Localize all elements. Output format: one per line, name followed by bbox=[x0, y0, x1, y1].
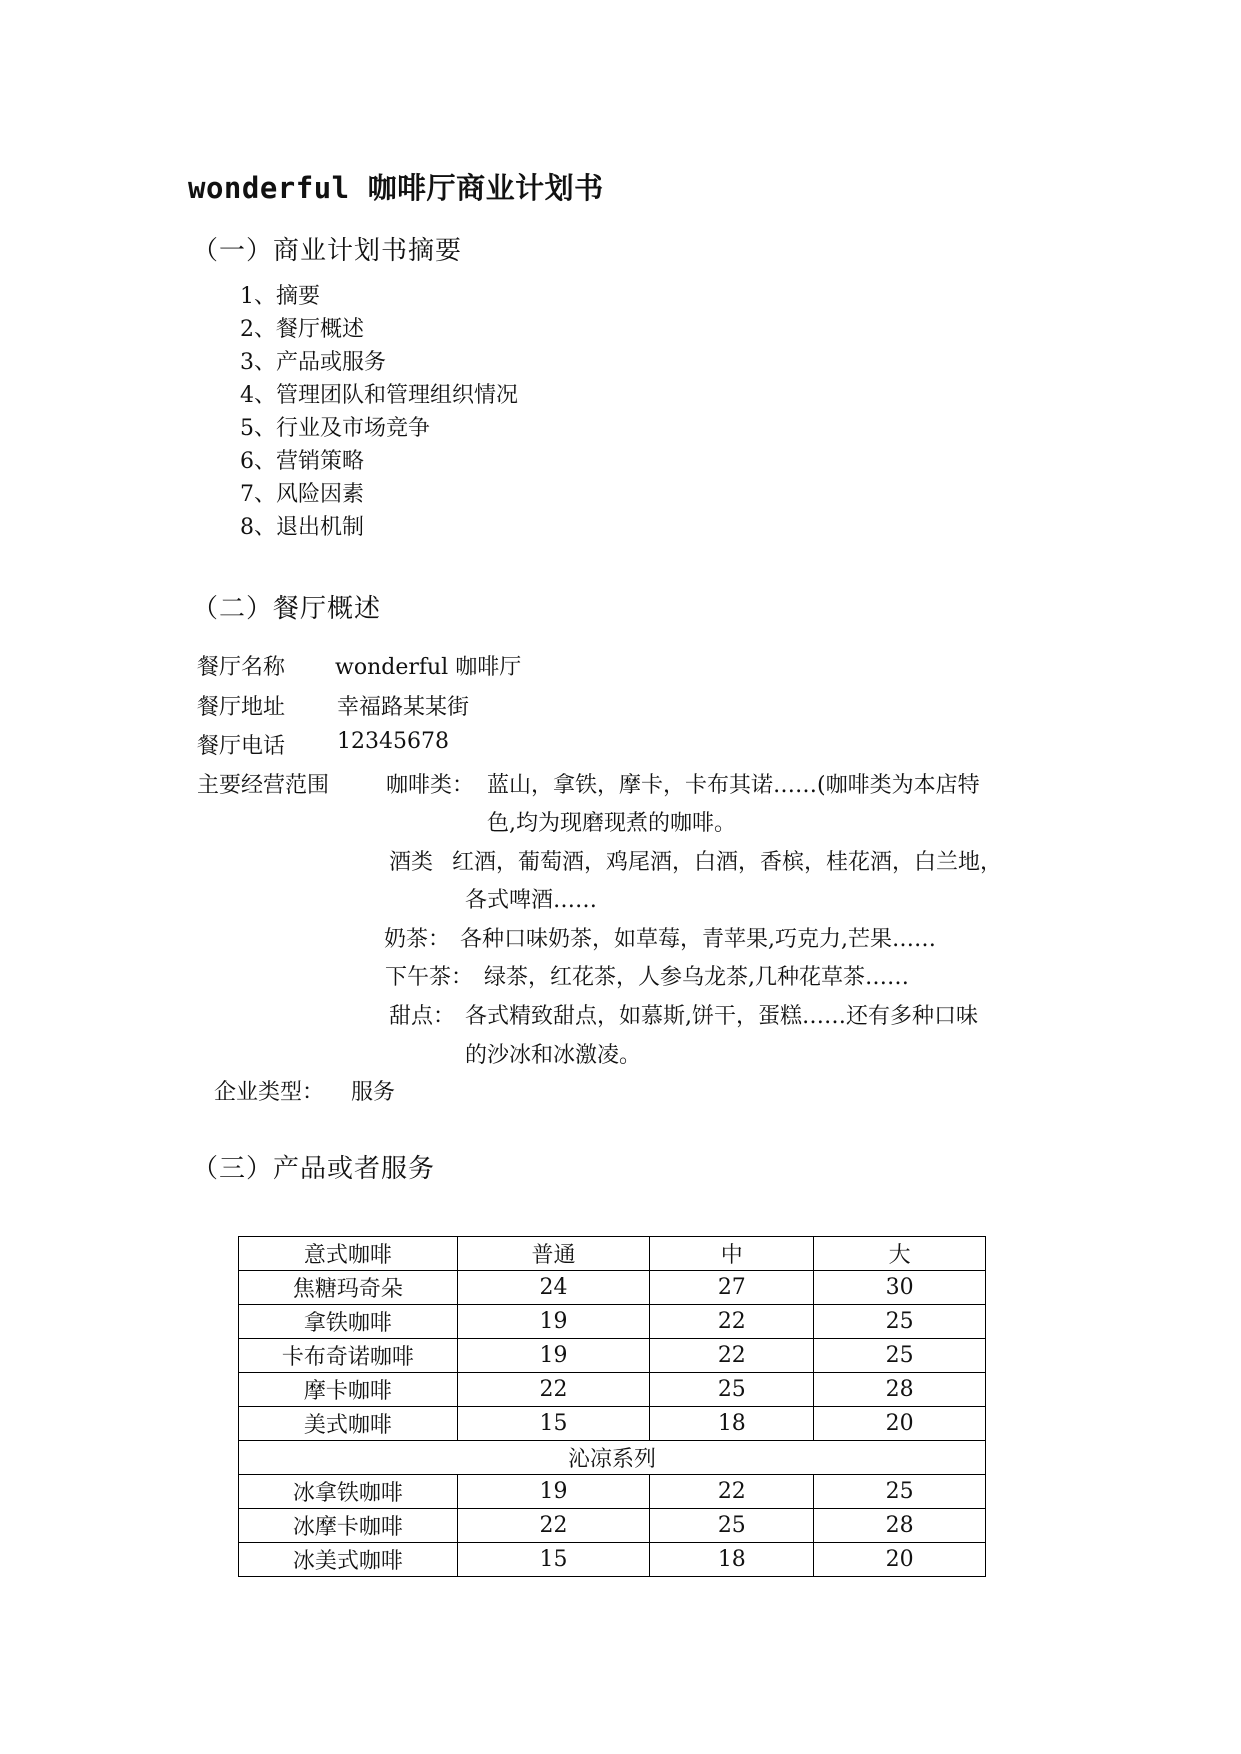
toc-item: 5、行业及市场竞争 bbox=[240, 416, 430, 441]
table-row bbox=[239, 1407, 986, 1441]
restaurant-name-value: wonderful 咖啡厅 bbox=[335, 655, 522, 680]
table-cell: 28 bbox=[814, 1373, 986, 1407]
table-cell: 焦糖玛奇朵 bbox=[239, 1271, 458, 1305]
restaurant-name-label: 餐厅名称 bbox=[197, 655, 286, 680]
restaurant-phone-label: 餐厅电话 bbox=[197, 734, 286, 759]
coffee-items: 蓝山，拿铁，摩卡，卡布其诺……(咖啡类为本店特 bbox=[487, 773, 980, 798]
dessert-items-continued: 的沙冰和冰激凌。 bbox=[465, 1043, 642, 1068]
business-scope-label: 主要经营范围 bbox=[197, 773, 330, 798]
table-row bbox=[239, 1271, 986, 1305]
table-cell: 冰拿铁咖啡 bbox=[239, 1475, 458, 1509]
wine-category-label: 酒类 bbox=[389, 850, 434, 875]
toc-item: 7、风险因素 bbox=[240, 482, 364, 507]
table-cell: 20 bbox=[814, 1407, 986, 1441]
restaurant-address-label: 餐厅地址 bbox=[197, 695, 286, 720]
table-cell: 22 bbox=[650, 1475, 814, 1509]
table-cell: 22 bbox=[457, 1373, 650, 1407]
table-cell: 美式咖啡 bbox=[239, 1407, 458, 1441]
table-cell: 18 bbox=[650, 1407, 814, 1441]
table-row bbox=[239, 1543, 986, 1577]
table-cell: 19 bbox=[457, 1339, 650, 1373]
table-row bbox=[239, 1339, 986, 1373]
table-cell: 22 bbox=[650, 1305, 814, 1339]
wine-items-continued: 各式啤酒…… bbox=[465, 888, 598, 913]
price-table bbox=[238, 1236, 986, 1577]
table-cell: 30 bbox=[814, 1271, 986, 1305]
toc-item: 4、管理团队和管理组织情况 bbox=[240, 383, 518, 408]
table-cell: 15 bbox=[457, 1543, 650, 1577]
table-cell: 22 bbox=[457, 1509, 650, 1543]
milktea-items: 各种口味奶茶，如草莓，青苹果,巧克力,芒果…… bbox=[460, 927, 936, 952]
restaurant-phone-value: 12345678 bbox=[337, 729, 449, 754]
table-header-row bbox=[239, 1237, 986, 1271]
table-cell: 25 bbox=[650, 1509, 814, 1543]
restaurant-address-value: 幸福路某某街 bbox=[337, 695, 470, 720]
table-cell: 15 bbox=[457, 1407, 650, 1441]
table-header-cell: 普通 bbox=[457, 1237, 650, 1271]
table-cell: 19 bbox=[457, 1305, 650, 1339]
table-row bbox=[239, 1373, 986, 1407]
afternoon-tea-category-label: 下午茶： bbox=[385, 965, 474, 990]
wine-items: 红酒，葡萄酒，鸡尾酒，白酒，香槟，桂花酒，白兰地， bbox=[452, 850, 1003, 875]
table-cell: 25 bbox=[814, 1475, 986, 1509]
table-group-row bbox=[239, 1441, 986, 1475]
table-cell: 摩卡咖啡 bbox=[239, 1373, 458, 1407]
section-heading-summary: （一）商业计划书摘要 bbox=[192, 236, 463, 266]
table-cell: 冰美式咖啡 bbox=[239, 1543, 458, 1577]
toc-item: 1、摘要 bbox=[240, 284, 320, 309]
coffee-category-label: 咖啡类： bbox=[386, 773, 475, 798]
document-title: wonderful 咖啡厅商业计划书 bbox=[188, 171, 604, 205]
dessert-category-label: 甜点： bbox=[389, 1004, 456, 1029]
table-cell: 28 bbox=[814, 1509, 986, 1543]
dessert-items: 各式精致甜点，如慕斯,饼干，蛋糕……还有多种口味 bbox=[465, 1004, 978, 1029]
table-group-label: 沁凉系列 bbox=[239, 1441, 986, 1475]
table-cell: 拿铁咖啡 bbox=[239, 1305, 458, 1339]
table-cell: 27 bbox=[650, 1271, 814, 1305]
table-header-cell: 大 bbox=[814, 1237, 986, 1271]
coffee-items-continued: 色,均为现磨现煮的咖啡。 bbox=[487, 811, 736, 836]
table-row bbox=[239, 1475, 986, 1509]
toc-item: 8、退出机制 bbox=[240, 515, 364, 540]
table-row bbox=[239, 1509, 986, 1543]
table-cell: 19 bbox=[457, 1475, 650, 1509]
table-cell: 卡布奇诺咖啡 bbox=[239, 1339, 458, 1373]
table-cell: 25 bbox=[814, 1305, 986, 1339]
toc-item: 6、营销策略 bbox=[240, 449, 364, 474]
table-header-cell: 中 bbox=[650, 1237, 814, 1271]
enterprise-type-value: 服务 bbox=[351, 1080, 396, 1105]
toc-item: 3、产品或服务 bbox=[240, 350, 386, 375]
table-header-cell: 意式咖啡 bbox=[239, 1237, 458, 1271]
section-heading-overview: （二）餐厅概述 bbox=[192, 594, 382, 624]
afternoon-tea-items: 绿茶，红花茶，人参乌龙茶,几种花草茶…… bbox=[484, 965, 909, 990]
table-cell: 冰摩卡咖啡 bbox=[239, 1509, 458, 1543]
enterprise-type-label: 企业类型： bbox=[214, 1080, 325, 1105]
table-cell: 20 bbox=[814, 1543, 986, 1577]
toc-list bbox=[240, 280, 518, 544]
table-cell: 22 bbox=[650, 1339, 814, 1373]
toc-item: 2、餐厅概述 bbox=[240, 317, 364, 342]
table-cell: 25 bbox=[814, 1339, 986, 1373]
table-cell: 25 bbox=[650, 1373, 814, 1407]
table-cell: 24 bbox=[457, 1271, 650, 1305]
table-row bbox=[239, 1305, 986, 1339]
table-cell: 18 bbox=[650, 1543, 814, 1577]
milktea-category-label: 奶茶： bbox=[384, 927, 451, 952]
section-heading-products: （三）产品或者服务 bbox=[192, 1154, 436, 1184]
